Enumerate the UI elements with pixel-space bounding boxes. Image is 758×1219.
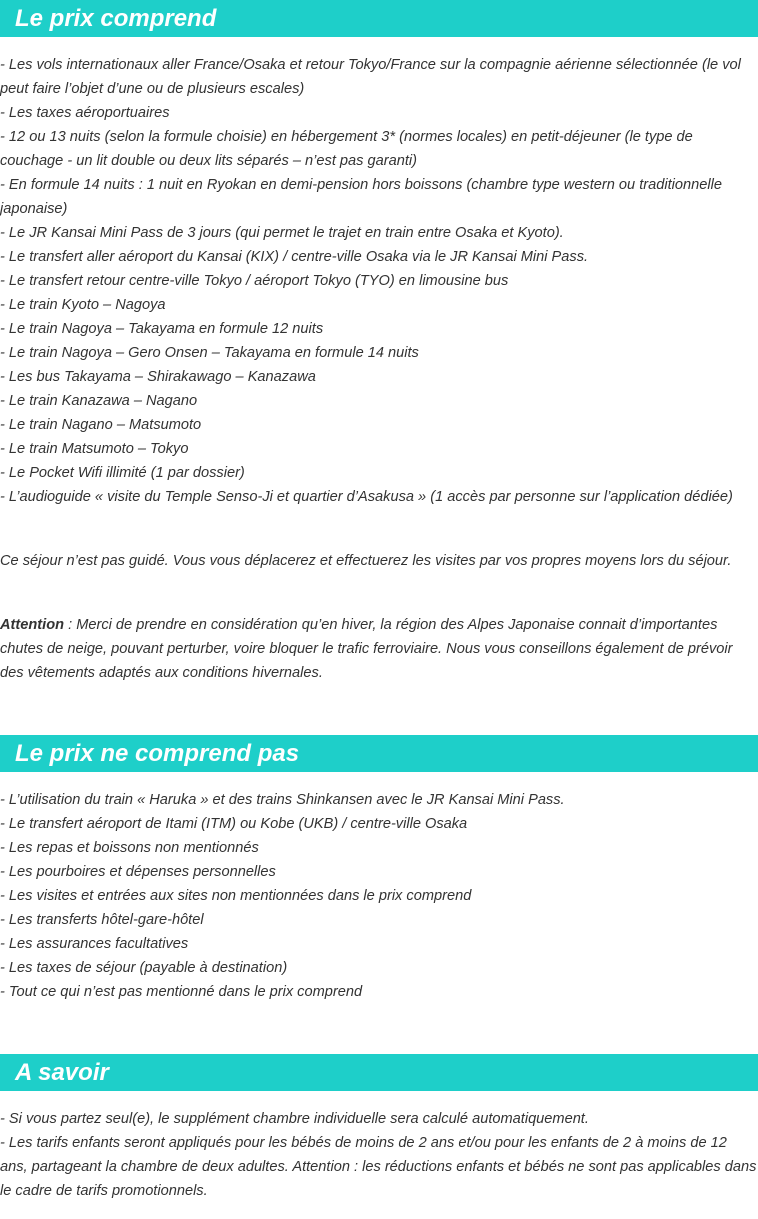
list-item: - L’utilisation du train « Haruka » et des trains Shinkansen avec le JR Kansai Mini Pass. — [0, 792, 565, 808]
list-item: - Le transfert aller aéroport du Kansai (KIX) / centre-ville Osaka via le JR Kansai Mini Pass. — [0, 249, 589, 265]
list-item: - Le train Nagoya – Takayama en formule 12 nuits — [0, 321, 324, 337]
list-item: - Si vous partez seul(e), le supplément chambre individuelle sera calculé automatiquement. — [0, 1111, 589, 1127]
list-item: - Le transfert retour centre-ville Tokyo / aéroport Tokyo (TYO) en limousine bus — [0, 273, 509, 289]
list-item: - Les pourboires et dépenses personnelles — [0, 864, 276, 880]
list-item: - En formule 14 nuits : 1 nuit en Ryokan en demi-pension hors boissons (chambre type western ou traditionnelle japonaise) — [0, 177, 722, 217]
list-item: - Les assurances facultatives — [0, 936, 189, 952]
guided-note: Ce séjour n’est pas guidé. Vous vous déplacerez et effectuerez les visites par vos propres moyens lors du séjour. — [0, 553, 732, 569]
list-item: - Le train Matsumoto – Tokyo — [0, 441, 189, 457]
section-header-info — [0, 1054, 758, 1091]
list-item: - 12 ou 13 nuits (selon la formule choisie) en hébergement 3* (normes locales) en petit-déjeuner (le type de couchage - un lit double ou deux lits séparés – n’est pas garanti) — [0, 129, 693, 169]
list-item: - Les taxes aéroportuaires — [0, 105, 170, 121]
list-item: - Les bus Takayama – Shirakawago – Kanazawa — [0, 369, 316, 385]
list-item: - Le JR Kansai Mini Pass de 3 jours (qui permet le trajet en train entre Osaka et Kyoto). — [0, 225, 564, 241]
list-item: - Le train Kanazawa – Nagano — [0, 393, 198, 409]
section-title: A savoir — [15, 1059, 109, 1086]
attention-paragraph — [0, 613, 758, 685]
attention-text: : Merci de prendre en considération qu’en hiver, la région des Alpes Japonaise connait d’importantes chutes de neige, pouvant perturber, voire bloquer le trafic ferroviaire. Nous vous conseillons également de prévoir des vêtements adaptés aux conditions hivernales. — [0, 617, 733, 681]
attention-label: Attention — [0, 617, 65, 633]
section-header-included — [0, 0, 758, 37]
list-item: - Le transfert aéroport de Itami (ITM) ou Kobe (UKB) / centre-ville Osaka — [0, 816, 468, 832]
list-item: - Les visites et entrées aux sites non mentionnées dans le prix comprend — [0, 888, 472, 904]
list-item: - Le train Nagano – Matsumoto — [0, 417, 202, 433]
list-item: - L’audioguide « visite du Temple Senso-Ji et quartier d’Asakusa » (1 accès par personne sur l’application dédiée) — [0, 489, 733, 505]
list-item: - Les tarifs enfants seront appliqués pour les bébés de moins de 2 ans et/ou pour les enfants de 2 à moins de 12 ans, partageant la chambre de deux adultes. Attention : les réductions enfants et bébés ne sont pas applicables dans le cadre de tarifs promotionnels. — [0, 1135, 757, 1199]
list-item: - Le Pocket Wifi illimité (1 par dossier) — [0, 465, 245, 481]
included-list — [0, 53, 758, 509]
list-item: - Les repas et boissons non mentionnés — [0, 840, 259, 856]
list-item: - Les taxes de séjour (payable à destination) — [0, 960, 288, 976]
list-item: - Les transferts hôtel-gare-hôtel — [0, 912, 204, 928]
section-title: Le prix comprend — [15, 5, 217, 32]
list-item: - Tout ce qui n’est pas mentionné dans le prix comprend — [0, 984, 363, 1000]
section-title: Le prix ne comprend pas — [15, 740, 300, 767]
section-header-excluded — [0, 735, 758, 772]
list-item: - Les vols internationaux aller France/Osaka et retour Tokyo/France sur la compagnie aérienne sélectionnée (le vol peut faire l’objet d’une ou de plusieurs escales) — [0, 57, 741, 97]
excluded-list — [0, 788, 758, 1004]
list-item: - Le train Nagoya – Gero Onsen – Takayama en formule 14 nuits — [0, 345, 419, 361]
info-list — [0, 1107, 758, 1203]
list-item: - Le train Kyoto – Nagoya — [0, 297, 166, 313]
